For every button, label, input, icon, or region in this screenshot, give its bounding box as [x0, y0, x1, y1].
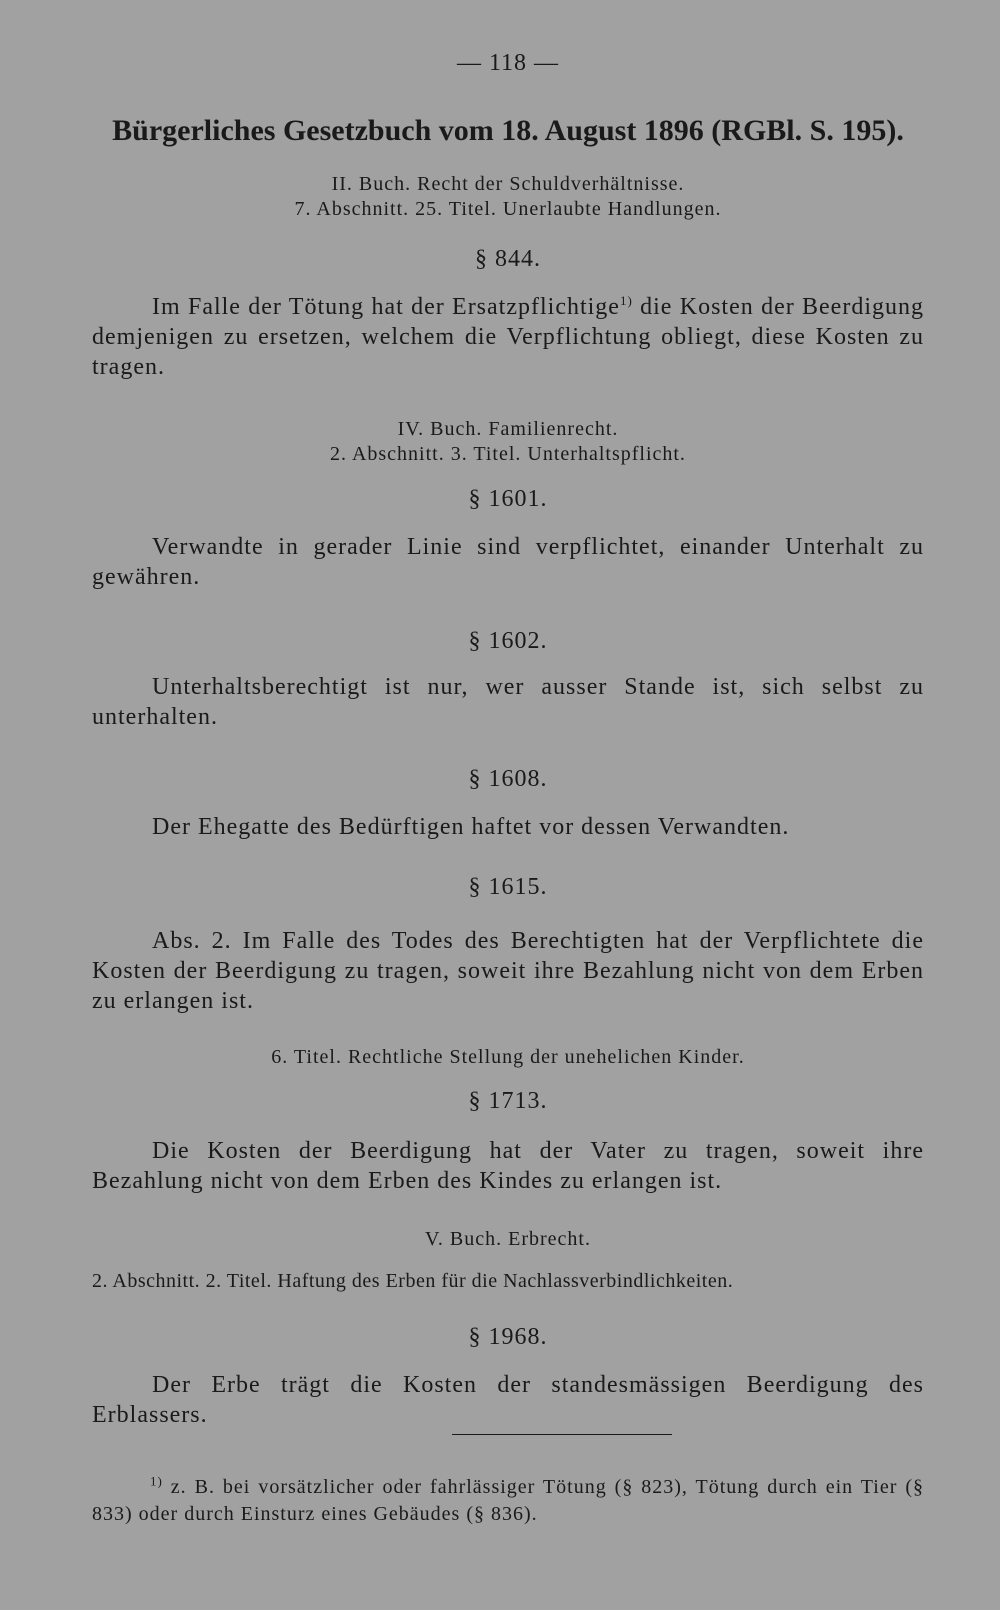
section-text-844	[92, 292, 924, 382]
document-title: Bürgerliches Gesetzbuch vom 18. August 1896 (RGBl. S. 195).	[112, 114, 904, 147]
chapter-heading-unerlaubte-handlungen: 7. Abschnitt. 25. Titel. Unerlaubte Handlungen.	[294, 198, 722, 220]
footnote-reference: 1)	[619, 293, 633, 308]
section-text-844-part1: Im Falle der Tötung hat der Ersatzpflichtige	[152, 294, 620, 320]
section-number-1615: § 1615.	[468, 874, 548, 900]
chapter-heading-uneheliche-kinder: 6. Titel. Rechtliche Stellung der unehelichen Kinder.	[271, 1046, 745, 1068]
section-text-844-part2: die Kosten der Beerdigung demjenigen zu ersetzen, welchem die Verpflichtung obliegt, diese Kosten zu tragen.	[92, 294, 924, 380]
footnote-mark: 1)	[150, 1473, 163, 1489]
section-text-1713: Die Kosten der Beerdigung hat der Vater zu tragen, soweit ihre Bezahlung nicht von dem Erben des Kindes zu erlangen ist.	[92, 1138, 924, 1194]
section-number-844: § 844.	[475, 246, 541, 272]
document-page	[92, 0, 924, 1610]
book-heading-2: II. Buch. Recht der Schuldverhältnisse.	[331, 173, 685, 195]
section-number-1713: § 1713.	[468, 1088, 548, 1114]
section-text-1601: Verwandte in gerader Linie sind verpflichtet, einander Unterhalt zu gewähren.	[92, 534, 924, 590]
section-text-1608: Der Ehegatte des Bedürftigen haftet vor dessen Verwandten.	[152, 814, 790, 840]
chapter-heading-nachlassverbindlichkeiten: 2. Abschnitt. 2. Titel. Haftung des Erben für die Nachlassverbindlichkeiten.	[92, 1270, 734, 1292]
chapter-heading-unterhaltspflicht: 2. Abschnitt. 3. Titel. Unterhaltspflicht.	[330, 443, 686, 465]
footnote-text: z. B. bei vorsätzlicher oder fahrlässiger Tötung (§ 823), Tötung durch ein Tier (§ 833) oder durch Einsturz eines Gebäudes (§ 836).	[92, 1476, 924, 1525]
book-heading-5: V. Buch. Erbrecht.	[425, 1228, 591, 1250]
footnote-divider	[452, 1434, 672, 1435]
section-text-1968: Der Erbe trägt die Kosten der standesmässigen Beerdigung des Erblassers.	[92, 1372, 924, 1428]
section-number-1968: § 1968.	[468, 1324, 548, 1350]
section-text-1615: Abs. 2. Im Falle des Todes des Berechtigten hat der Verpflichtete die Kosten der Beerdigung zu tragen, soweit ihre Bezahlung nicht von dem Erben zu erlangen ist.	[92, 928, 924, 1014]
section-number-1601: § 1601.	[468, 486, 548, 512]
book-heading-4: IV. Buch. Familienrecht.	[397, 418, 619, 440]
section-number-1602: § 1602.	[468, 628, 548, 654]
section-number-1608: § 1608.	[468, 766, 548, 792]
footnote	[92, 1474, 924, 1528]
page-number: — 118 —	[456, 50, 560, 76]
section-text-1602: Unterhaltsberechtigt ist nur, wer ausser Stande ist, sich selbst zu unterhalten.	[92, 674, 924, 730]
